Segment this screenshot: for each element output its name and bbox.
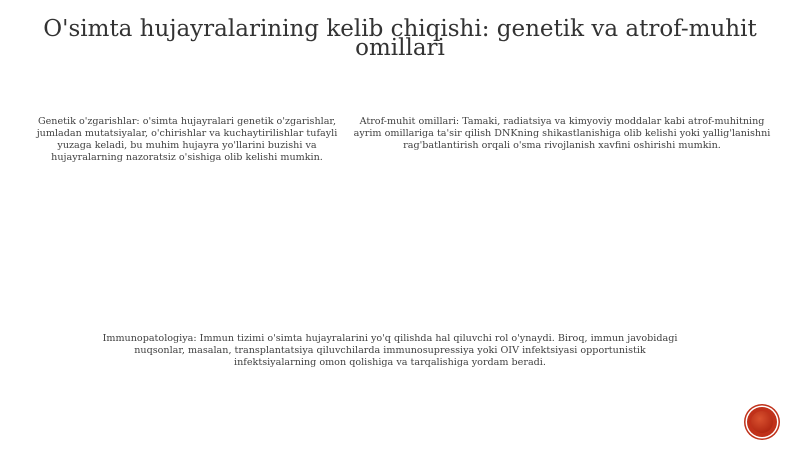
environmental-factors-text: Atrof-muhit omillari: Tamaki, radiatsiya va kimyoviy moddalar kabi atrof-muhitning ayrim omillariga ta'sir qilish DNKning shikastlanishiga olib kelishi yoki yallig'lanishni rag'batlantirish orqali o'sma rivojlanish xavfini oshirishi mumkin. xyxy=(353,116,771,151)
circle-nav-icon xyxy=(751,411,773,433)
genetic-changes-text: Genetik o'zgarishlar: o'simta hujayralari genetik o'zgarishlar, jumladan mutatsiyalar, o'chirishlar va kuchaytirilishlar tufayli yuzaga keladi, bu muhim hujayra yo'llarini buzishi va hujayralarning nazoratsiz o'sishiga olib kelishi mumkin. xyxy=(36,116,338,163)
immunopathology-text: Immunopatologiya: Immun tizimi o'simta hujayralarini yo'q qilishda hal qiluvchi rol o'ynaydi. Biroq, immun javobidagi nuqsonlar, masalan, transplantatsiya qiluvchilarda immunosupressiya yoki OIV infektsiyasi opportunistik infektsiyalarning omon qolishiga va tarqalishiga yordam beradi. xyxy=(102,333,678,368)
next-slide-button[interactable] xyxy=(747,407,777,437)
slide-title: O'simta hujayralarining kelib chiqishi: genetik va atrof-muhit omillari xyxy=(43,16,757,61)
